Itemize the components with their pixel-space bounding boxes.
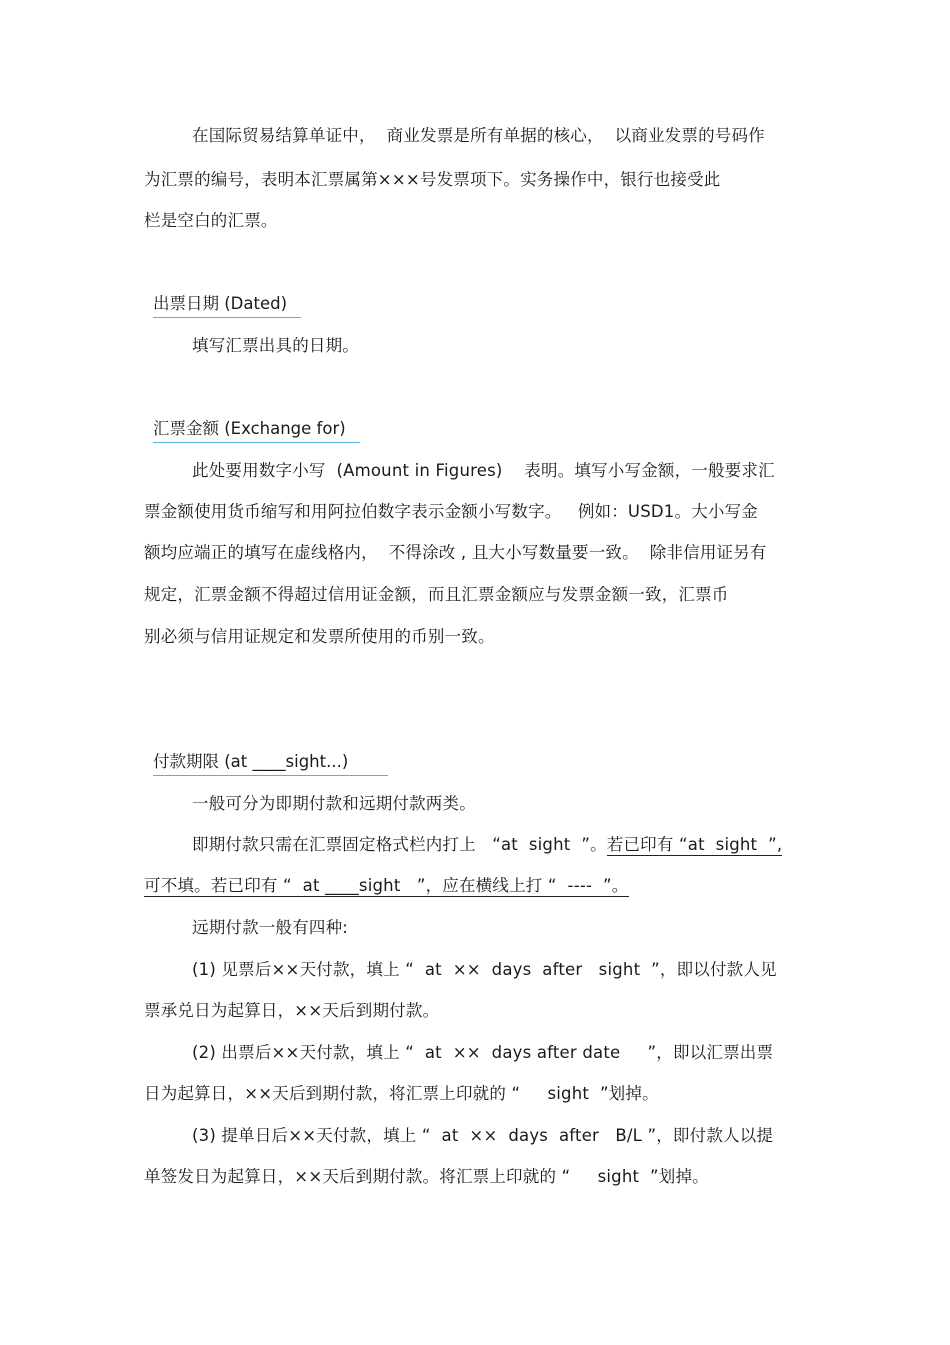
tenor-item-2-line-2: 日为起算日，××天后到期付款，将汇票上印就的 “ sight ”划掉。 xyxy=(144,1084,659,1103)
intro-line-1: 在国际贸易结算单证中， 商业发票是所有单据的核心， 以商业发票的号码作 xyxy=(192,126,765,145)
amount-line-5: 别必须与信用证规定和发票所使用的币别一致。 xyxy=(144,627,495,646)
intro-line-3: 栏是空白的汇票。 xyxy=(144,211,278,230)
tenor-item-3-line-2: 单签发日为起算日，××天后到期付款。将汇票上印就的 “ sight ”划掉。 xyxy=(144,1167,709,1186)
amount-line-3: 额均应端正的填写在虚线格内， 不得涂改 , 且大小写数量要一致。 除非信用证另有 xyxy=(144,543,767,562)
tenor-paragraph-3: 远期付款一般有四种: xyxy=(192,918,349,937)
amount-line-4: 规定，汇票金额不得超过信用证金额，而且汇票金额应与发票金额一致，汇票币 xyxy=(144,585,729,604)
intro-line-2: 为汇票的编号，表明本汇票属第×××号发票项下。实务操作中，银行也接受此 xyxy=(144,170,721,189)
tenor-paragraph-2-line-1 xyxy=(192,833,816,857)
heading-tenor: 付款期限 (at ____sight...) xyxy=(153,750,388,776)
sight-payment-text: 即期付款只需在汇票固定格式栏内打上 “at sight ”。 xyxy=(192,835,607,854)
underlined-printed-sight-text: 若已印有 “at sight ”, xyxy=(606,835,783,854)
amount-line-2: 票金额使用货币缩写和用阿拉伯数字表示金额小写数字。 例如：USD1。大小写金 xyxy=(144,502,758,521)
amount-line-1: 此处要用数字小写 (Amount in Figures) 表明。填写小写金额，一般要求汇 xyxy=(192,461,775,480)
tenor-paragraph-2-line-2 xyxy=(144,874,816,898)
underlined-blank-sight-text: 可不填。若已印有 “ at ____sight ”，应在横线上打 “ ---- ”。 xyxy=(144,876,629,895)
tenor-item-2-line-1: (2) 出票后××天付款，填上 “ at ×× days after date ”，即以汇票出票 xyxy=(192,1043,774,1062)
tenor-item-3-line-1: (3) 提单日后××天付款，填上 “ at ×× days after B/L ”，即付款人以提 xyxy=(192,1126,774,1145)
tenor-item-1-line-2: 票承兑日为起算日，××天后到期付款。 xyxy=(144,1001,440,1020)
dated-text: 填写汇票出具的日期。 xyxy=(192,336,359,355)
tenor-paragraph-1: 一般可分为即期付款和远期付款两类。 xyxy=(192,794,476,813)
tenor-item-1-line-1: (1) 见票后××天付款，填上 “ at ×× days after sight ”，即以付款人见 xyxy=(192,960,777,979)
heading-amount: 汇票金额 (Exchange for) xyxy=(153,417,360,443)
heading-dated: 出票日期 (Dated) xyxy=(153,292,301,318)
